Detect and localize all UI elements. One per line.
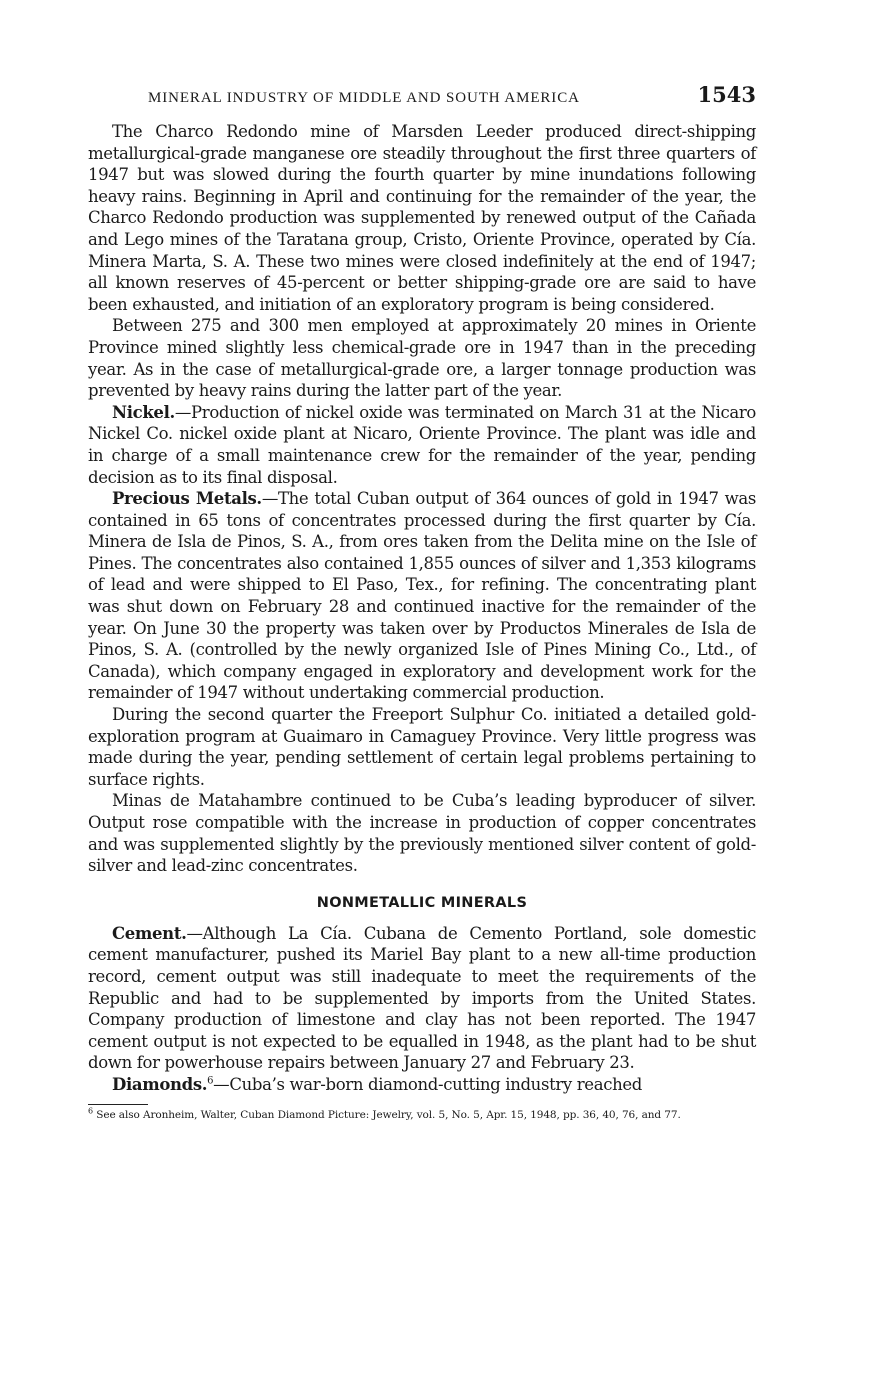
footnote-divider (88, 1104, 148, 1105)
paragraph (88, 402, 756, 488)
paragraph-lead: Precious Metals. (112, 489, 262, 509)
paragraph-text: Minas de Matahambre continued to be Cuba’s leading byproducer of silver. Output rose compatible with the increase in production of copper concentrates and was supplemented slightly by the previously mentioned silver content of gold-silver and lead-zinc concentrates. (88, 791, 756, 876)
running-head-title: MINERAL INDUSTRY OF MIDDLE AND SOUTH AMERICA (148, 90, 580, 106)
paragraph-lead: Nickel. (112, 402, 175, 422)
paragraph-lead: Cement. (112, 923, 187, 943)
paragraph-text: —Although La Cía. Cubana de Cemento Portland, sole domestic cement manufacturer, pushed its Mariel Bay plant to a new all-time production record, cement output was still inadequate to meet the requirements of the Republic and had to be supplemented by imports from the United States. Company production of limestone and clay has not been reported. The 1947 cement output is not expected to be equalled in 1948, as the plant had to be shut down for powerhouse repairs between January 27 and February 23. (88, 923, 756, 1073)
footnote (88, 1106, 756, 1122)
paragraph (88, 488, 756, 704)
running-header (148, 82, 756, 107)
section-heading: NONMETALLIC MINERALS (316, 894, 528, 911)
page-number: 1543 (697, 82, 756, 107)
paragraph (88, 315, 756, 401)
paragraph-text: During the second quarter the Freeport Sulphur Co. initiated a detailed gold-exploration program at Guaimaro in Camaguey Province. Very little progress was made during the year, pending settlement of certain legal problems pertaining to surface rights. (88, 705, 756, 789)
page (88, 82, 756, 1122)
paragraph (88, 704, 756, 790)
footnote-reference: 6 (207, 1075, 214, 1087)
paragraph-text: The Charco Redondo mine of Marsden Leeder produced direct-shipping metallurgical-grade manganese ore steadily throughout the first three quarters of 1947 but was slowed during the fourth quarter by mine inundations following heavy rains. Beginning in April and continuing for the remainder of the year, the Charco Redondo production was supplemented by renewed output of the Cañada and Lego mines of the Taratana group, Cristo, Oriente Province, operated by Cía. Minera Marta, S. A. These two mines were closed indefinitely at the end of 1947; all known reserves of 45-percent or better shipping-grade ore are said to have been exhausted, and initiation of an exploratory program is being considered. (88, 122, 756, 314)
footnote-mark: 6 (88, 1106, 93, 1116)
body-text (88, 121, 756, 877)
paragraph-diamonds (88, 1074, 756, 1096)
footnote-text: See also Aronheim, Walter, Cuban Diamond Picture: Jewelry, vol. 5, No. 5, Apr. 15, 1948, pp. 36, 40, 76, and 77. (93, 1108, 681, 1121)
paragraph-text: —Cuba’s war-born diamond-cutting industry reached (213, 1074, 642, 1094)
paragraph-text: Between 275 and 300 men employed at approximately 20 mines in Oriente Province mined slightly less chemical-grade ore in 1947 than in the preceding year. As in the case of metallurgical-grade ore, a larger tonnage production was prevented by heavy rains during the latter part of the year. (88, 316, 756, 401)
paragraph-text: —Production of nickel oxide was terminated on March 31 at the Nicaro Nickel Co. nickel oxide plant at Nicaro, Oriente Province. The plant was idle and in charge of a small maintenance crew for the remainder of the year, pending decision as to its final disposal. (88, 402, 756, 487)
paragraph (88, 923, 756, 1074)
paragraph (88, 121, 756, 315)
paragraph-text: —The total Cuban output of 364 ounces of gold in 1947 was contained in 65 tons of concentrates processed during the first quarter by Cía. Minera de Isla de Pinos, S. A., from ores taken from the Delita mine on the Isle of Pines. The concentrates also contained 1,855 ounces of silver and 1,353 kilograms of lead and were shipped to El Paso, Tex., for refining. The concentrating plant was shut down on February 28 and continued inactive for the remainder of the year. On June 30 the property was taken over by Productos Minerales de Isla de Pinos, S. A. (controlled by the newly organized Isle of Pines Mining Co., Ltd., of Canada), which company engaged in exploratory and development work for the remainder of 1947 without undertaking commercial production. (88, 489, 756, 703)
body-text-nonmetallic (88, 923, 756, 1096)
paragraph-lead: Diamonds. (112, 1074, 208, 1094)
paragraph (88, 790, 756, 876)
